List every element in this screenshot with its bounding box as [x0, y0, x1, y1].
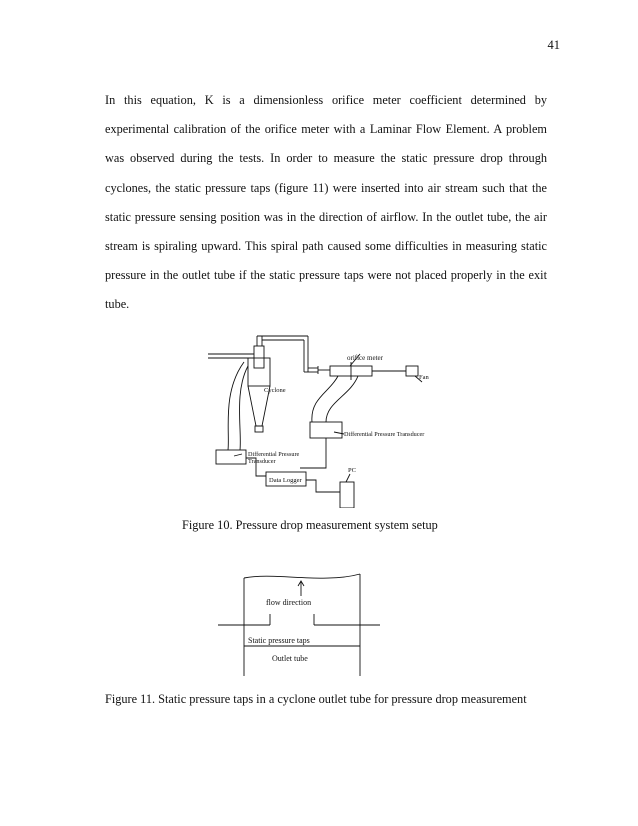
- label-static-pressure-taps: Static pressure taps: [248, 636, 310, 645]
- cyclone-body: [248, 358, 270, 386]
- page-number: 41: [547, 38, 560, 52]
- pc: [340, 482, 354, 508]
- label-flow-direction: flow direction: [266, 598, 312, 607]
- dp-transducer-right: [310, 422, 342, 438]
- label-orifice-meter: orifice meter: [347, 354, 383, 362]
- figure-10-caption: Figure 10. Pressure drop measurement system setup: [182, 518, 438, 532]
- label-dp-transducer-left-1: Differential Pressure: [248, 451, 300, 458]
- label-outlet-tube: Outlet tube: [272, 654, 308, 663]
- figure-11-caption: Figure 11. Static pressure taps in a cyclone outlet tube for pressure drop measurement: [105, 692, 527, 706]
- tubing-right-outer: [312, 376, 338, 422]
- fan: [406, 366, 418, 376]
- label-fan: Fan: [419, 374, 429, 381]
- label-data-logger: Data Logger: [269, 477, 302, 484]
- figure-11-diagram: [214, 570, 384, 680]
- tube-top-wavy: [244, 574, 360, 578]
- dp-transducer-left: [216, 450, 246, 464]
- label-cyclone: Cyclone: [264, 387, 286, 394]
- cyclone-outlet-tube: [254, 346, 264, 368]
- tubing-left-outer: [228, 362, 244, 450]
- figure-10-diagram: [200, 332, 450, 508]
- label-pc: PC: [348, 467, 356, 474]
- body-paragraph: In this equation, K is a dimensionless orifice meter coefficient determined by experimental calibration of the orifice meter with a Laminar Flow Element. A problem was observed during the tests. In order to measure the static pressure drop through cyclones, the static pressure taps (figure 11) were inserted into air stream such that the static pressure sensing position was in the direction of airflow. In the outlet tube, the air stream is spiraling upward. This spiral path caused some difficulties in measuring static pressure in the outlet tube if the static pressure taps were not placed properly in the exit tube.: [105, 93, 547, 312]
- label-dp-transducer-right: Differential Pressure Transducer: [344, 431, 425, 438]
- label-dp-transducer-left-2: Transducer: [248, 458, 276, 465]
